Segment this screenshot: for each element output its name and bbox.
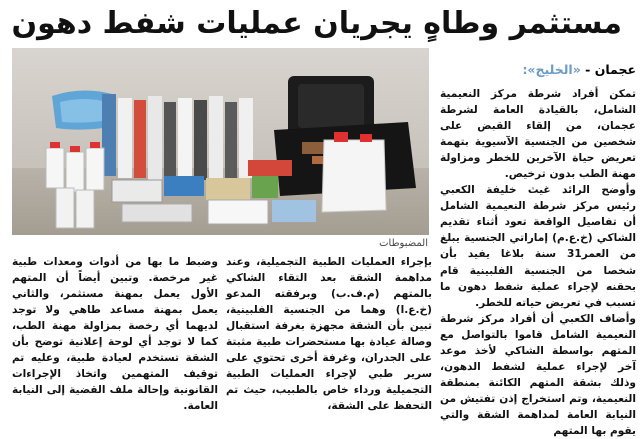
article-column-middle (226, 254, 432, 432)
paragraph: وأوضح الرائد غيث خليفة الكعبي رئيس مركز شرطة النعيمية الشامل أن تفاصيل الواقعة تعود أثناء تقديم الشاكي (خ.ع.م) إماراتي الجنسية يبلغ من العمر31 سنة بلاغا يفيد بأن شخصا من الجنسية الفلبينية قام بحقنه لإجراء عملية شفط دهون ما تسبب في تعريض حياته للخطر. (440, 184, 637, 309)
photo-illustration (12, 48, 429, 235)
seized-items-photo (12, 48, 429, 235)
article-headline: مستثمر وطاهٍ يجريان عمليات شفط دهون (11, 6, 622, 41)
paragraph: بإجراء العمليات الطبية التجميلية، وعند مداهمة الشقة بعد التقاء الشاكي بالمتهم (م.ف.ب) وبرفقته المدعو (خ.ع.ا) وهما من الجنسية الفلبينية، تبين بأن الشقة مجهزة بغرفة استقبال وصالة عيادة بها مستحضرات طبية مثبتة على الجدران، وغرفة أخرى تحتوي على سرير طبي لإجراء العمليات الطبية التجميلية ورداء خاص بالطبيب، حيث تم التحفظ على الشقة، (226, 256, 432, 413)
article-column-right (440, 86, 637, 437)
dateline-paper: «الخليج»: (522, 62, 581, 77)
article-column-left (12, 254, 218, 432)
paragraph: تمكن أفراد شرطة مركز النعيمية الشامل، بالقيادة العامة لشرطة عجمان، من إلقاء القبض على شخصين من الجنسية الآسيوية بتهمة تعريض حياة الآخرين للخطر ومزاولة مهنة الطب بدون ترخيص. (440, 88, 636, 181)
photo-caption: المضبوطات (379, 238, 428, 249)
paragraph: وضبط ما بها من أدوات ومعدات طبية غير مرخصة. وتبين أيضاً أن المتهم الأول يعمل بمهنة مستثمر، والثاني يعمل بمهنة مساعد طاهي ولا توجد لديهما أي رخصة بمزاولة مهنة الطب، كما لا توجد أي لوحة إعلانية توضح بأن الشقة تستخدم لعيادة طبية، وعليه تم توقيف المتهمين واتخاذ الإجراءات القانونية وإحالة ملف القضية إلى النيابة العامة. (12, 256, 218, 413)
paragraph: وأضاف الكعبي أن أفراد مركز شرطة النعيمية الشامل قاموا بالتواصل مع المتهم بواسطة الشاكي لأخذ موعد آخر لإجراء عملية لشفط الدهون، وذلك بشقة المتهم الكائنة بمنطقة النعيمية، وتم استخراج إذن تفتيش من النيابة العامة لمداهمة الشقة والتي يقوم بها المتهم (440, 312, 636, 437)
dateline-city: عجمان - (585, 62, 636, 77)
article-dateline (440, 60, 636, 80)
